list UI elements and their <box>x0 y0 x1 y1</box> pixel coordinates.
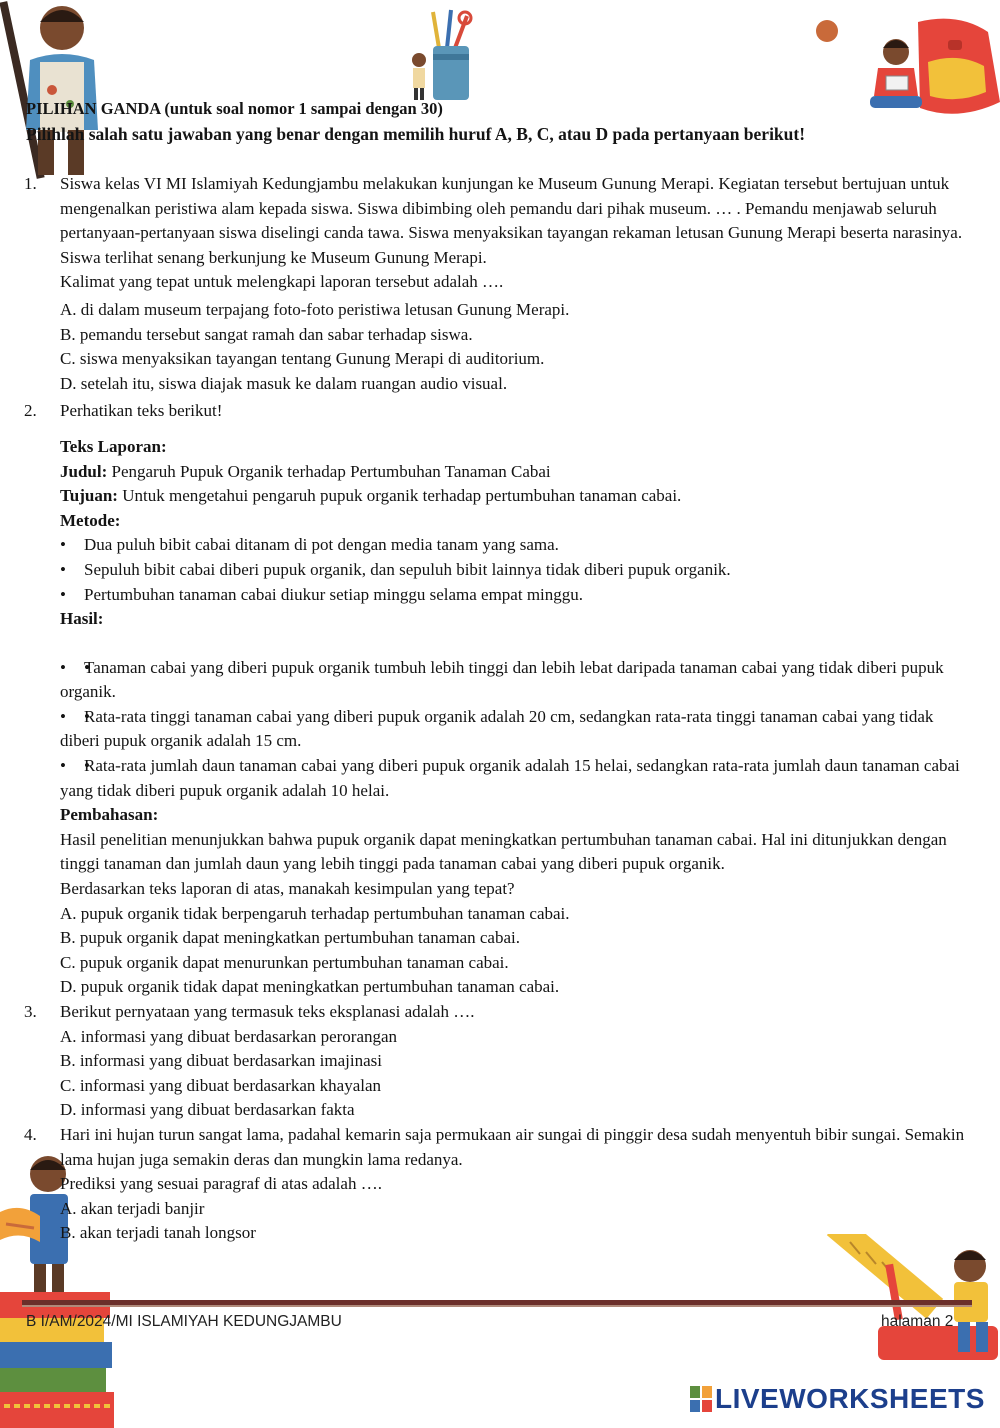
tujuan-value: Untuk mengetahui pengaruh pupuk organik terhadap pertumbuhan tanaman cabai. <box>117 486 682 506</box>
report-goal-line <box>24 484 968 509</box>
question-prompt: Kalimat yang tepat untuk melengkapi laporan tersebut adalah …. <box>60 272 504 292</box>
question-prompt: Berdasarkan teks laporan di atas, manakah kesimpulan yang tepat? <box>60 879 515 899</box>
questions-list <box>24 172 968 1246</box>
hasil-item: • • Rata-rata tinggi tanaman cabai yang diberi pupuk organik adalah 20 cm, sedangkan rata-rata tinggi tanaman cabai yang tidak diberi pupuk organik adalah 15 cm. <box>60 705 968 754</box>
hasil-item: • • Tanaman cabai yang diberi pupuk organik tumbuh lebih tinggi dan lebih lebat daripada tanaman cabai yang tidak diberi pupuk organik. <box>60 656 968 705</box>
metode-item: • Pertumbuhan tanaman cabai diukur setiap minggu selama empat minggu. <box>60 583 968 608</box>
option-a[interactable]: A. di dalam museum terpajang foto-foto peristiwa letusan Gunung Merapi. <box>60 299 570 319</box>
section-title: PILIHAN GANDA (untuk soal nomor 1 sampai dengan 30) <box>26 99 443 118</box>
option-c[interactable]: C. pupuk organik dapat menurunkan pertumbuhan tanaman cabai. <box>60 952 509 972</box>
option-a[interactable]: A. pupuk organik tidak berpengaruh terhadap pertumbuhan tanaman cabai. <box>60 903 570 923</box>
instruction-text: Pilihlah salah satu jawaban yang benar dengan memilih huruf A, B, C, atau D pada pertanyaan berikut! <box>26 124 806 144</box>
option-c[interactable]: C. informasi yang dibuat berdasarkan khayalan <box>60 1075 382 1095</box>
judul-label: Judul: <box>60 461 108 481</box>
question-number: 3. <box>24 1002 37 1021</box>
option-d[interactable]: D. pupuk organik tidak dapat meningkatkan pertumbuhan tanaman cabai. <box>60 977 560 997</box>
option-b[interactable]: B. pemandu tersebut sangat ramah dan sabar terhadap siswa. <box>60 324 473 344</box>
question-text: Perhatikan teks berikut! <box>60 401 223 421</box>
option-a[interactable]: A. akan terjadi banjir <box>60 1198 205 1218</box>
liveworksheets-logo[interactable] <box>690 1383 985 1414</box>
footer-code: B I/AM/2024/MI ISLAMIYAH KEDUNGJAMBU <box>26 1313 342 1330</box>
liveworksheets-icon <box>690 1386 712 1412</box>
hasil-label: Hasil: <box>60 609 104 629</box>
question-4 <box>24 1123 968 1197</box>
option-b[interactable]: B. akan terjadi tanah longsor <box>60 1223 256 1243</box>
metode-label: Metode: <box>60 510 121 530</box>
report-title-line <box>24 460 968 485</box>
question-number: 1. <box>24 174 37 193</box>
metode-item: • Dua puluh bibit cabai ditanam di pot dengan media tanam yang sama. <box>60 533 968 558</box>
page-number: halaman 2 <box>881 1313 954 1330</box>
option-b[interactable]: B. informasi yang dibuat berdasarkan imajinasi <box>60 1051 382 1071</box>
question-text: Hari ini hujan turun sangat lama, padahal kemarin saja permukaan air sungai di pinggir desa sudah menyentuh bibir sungai. Semakin lama hujan juga semakin deras dan mungkin lama redanya. <box>60 1124 965 1169</box>
question-1 <box>24 172 968 295</box>
ruler-and-boy-illustration <box>820 1234 1000 1364</box>
question-prompt: Prediksi yang sesuai paragraf di atas adalah …. <box>60 1174 382 1194</box>
question-2 <box>24 399 968 424</box>
girl-reading-illustration <box>808 12 1000 122</box>
question-text: Berikut pernyataan yang termasuk teks eksplanasi adalah …. <box>60 1002 475 1021</box>
footer-rule <box>22 1300 972 1307</box>
judul-value: Pengaruh Pupuk Organik terhadap Pertumbuhan Tanaman Cabai <box>107 461 551 481</box>
option-c[interactable]: C. siswa menyaksikan tayangan tentang Gunung Merapi di auditorium. <box>60 349 545 369</box>
question-number: 2. <box>24 401 37 421</box>
metode-item: • Sepuluh bibit cabai diberi pupuk organik, dan sepuluh bibit lainnya tidak diberi pupuk organik. <box>60 558 968 583</box>
report-heading: Teks Laporan: <box>60 436 167 456</box>
question-text: Siswa kelas VI MI Islamiyah Kedungjambu melakukan kunjungan ke Museum Gunung Merapi. Kegiatan tersebut bertujuan untuk mengenalkan peristiwa alam kepada siswa. Siswa dibimbing oleh pemandu dari pihak museum. … . Pemandu menjawab seluruh pertanyaan-pertanyaan siswa diselingi canda tawa. Siswa menyaksikan tayangan rekaman letusan Gunung Merapi beserta narasinya. Siswa terlihat senang berkunjung ke Museum Gunung Merapi. <box>60 174 963 267</box>
option-d[interactable]: D. informasi yang dibuat berdasarkan fakta <box>60 1100 355 1120</box>
option-a[interactable]: A. informasi yang dibuat berdasarkan perorangan <box>60 1026 398 1046</box>
hasil-item: • • Rata-rata jumlah daun tanaman cabai yang diberi pupuk organik adalah 15 helai, sedangkan rata-rata jumlah daun tanaman cabai yang tidak diberi pupuk organik adalah 10 helai. <box>60 754 968 803</box>
question-number: 4. <box>24 1124 37 1144</box>
boy-with-brush-illustration <box>0 0 110 190</box>
option-d[interactable]: D. setelah itu, siswa diajak masuk ke dalam ruangan audio visual. <box>60 373 508 393</box>
option-b[interactable]: B. pupuk organik dapat meningkatkan pertumbuhan tanaman cabai. <box>60 928 520 948</box>
brand-name: LIVEWORKSHEETS <box>715 1383 985 1414</box>
tujuan-label: Tujuan: <box>60 486 118 506</box>
question-3 <box>24 1000 968 1025</box>
pencil-cup-illustration <box>405 8 477 104</box>
pembahasan-text: Hasil penelitian menunjukkan bahwa pupuk organik dapat meningkatkan pertumbuhan tanaman cabai. Hal ini ditunjukkan dengan tinggi tanaman dan jumlah daun yang lebih tinggi pada tanaman cabai yang diberi pupuk organik. <box>60 829 947 874</box>
pembahasan-label: Pembahasan: <box>60 805 159 825</box>
